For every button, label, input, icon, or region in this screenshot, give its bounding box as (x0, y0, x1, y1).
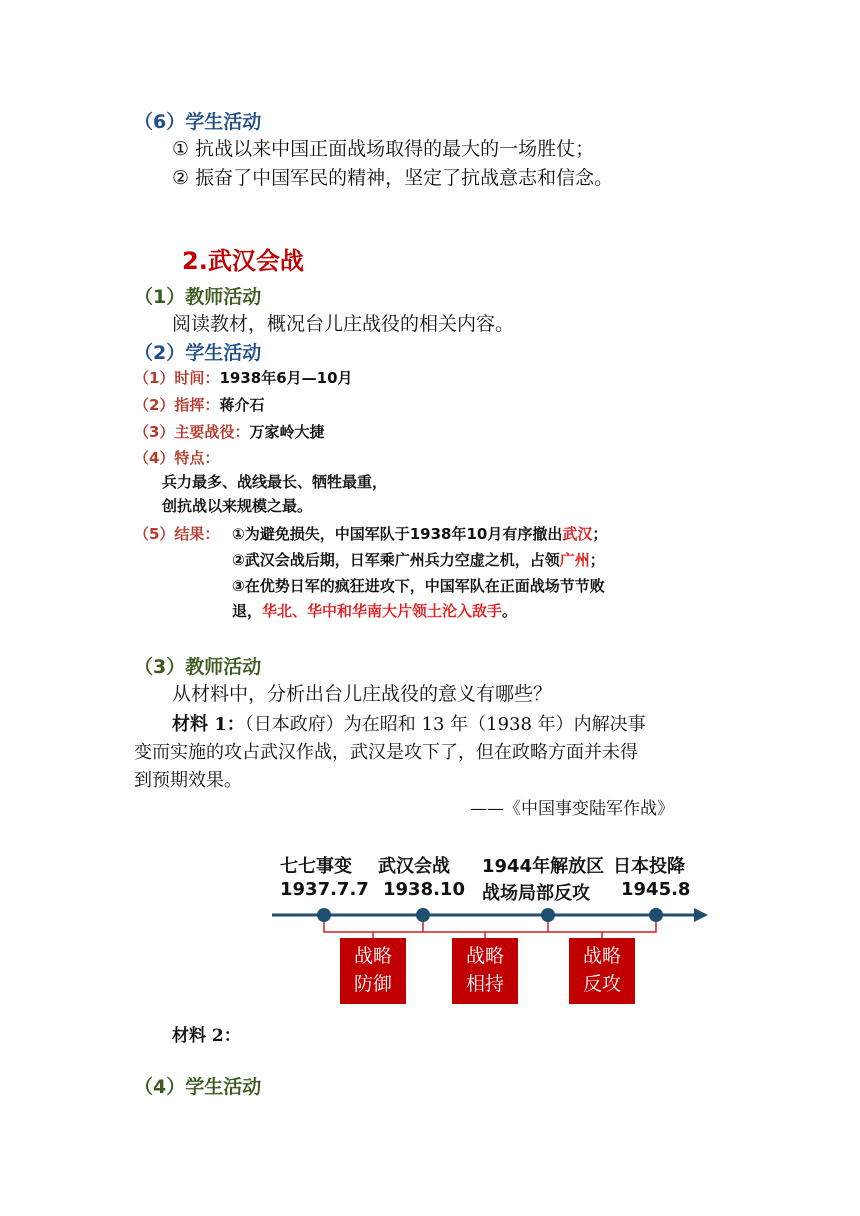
result-label: （5）结果： (134, 525, 220, 543)
command-value: 蒋介石 (219, 396, 265, 414)
list-item: ① 抗战以来中国正面战场取得的最大的一场胜仗； (172, 138, 595, 160)
battle-row (134, 421, 324, 442)
section-heading-student-activity-6: （6）学生活动 (134, 111, 262, 133)
heading-student-activity-4: （4）学生活动 (134, 1076, 262, 1098)
result-line-3: ③在优势日军的疯狂进攻下，中国军队在正面战场节节败 (232, 577, 605, 595)
teacher-question: 从材料中，分析出台儿庄战役的意义有哪些？ (172, 683, 553, 705)
phase-label: 反攻 (582, 973, 621, 995)
material-1-line (172, 710, 646, 736)
heading-student-activity-2: （2）学生活动 (134, 342, 262, 364)
phase-box-strategic-stalemate (452, 938, 518, 1004)
result-text: ②武汉会战后期，日军乘广州兵力空虚之机，占领 (232, 551, 560, 569)
timeline-event-name: 七七事变 (280, 856, 352, 877)
command-row (134, 394, 264, 415)
result-highlight: 武汉 (562, 525, 593, 543)
section-title-wuhan-battle: 2.武汉会战 (182, 247, 304, 275)
phase-box-strategic-counteroffensive (569, 938, 635, 1004)
result-text: 。 (502, 602, 518, 620)
time-row (134, 367, 353, 388)
timeline-arrow-icon (694, 908, 708, 922)
timeline-dot (649, 908, 663, 922)
result-text: 退， (232, 602, 263, 620)
battle-value: 万家岭大捷 (249, 423, 325, 441)
time-value: 1938年6月—10月 (219, 369, 353, 387)
timeline-event-date: 1945.8 (621, 879, 691, 900)
timeline-event-date: 战场局部反攻 (482, 883, 590, 904)
heading-teacher-activity-3: （3）教师活动 (134, 656, 262, 678)
material-2-label: 材料 2： (172, 1026, 241, 1046)
timeline-event-date: 1937.7.7 (280, 879, 369, 900)
phase-label: 防御 (353, 973, 392, 995)
timeline-event-date: 1938.10 (383, 879, 465, 900)
result-line-4 (232, 600, 517, 621)
material-1-line: 变而实施的攻占武汉作战，武汉是攻下了，但在政略方面并未得 (134, 742, 638, 763)
timeline-event-name: 武汉会战 (378, 856, 450, 877)
timeline-bracket (324, 922, 656, 932)
list-item: ② 振奋了中国军民的精神，坚定了抗战意志和信念。 (172, 167, 614, 189)
phase-label: 战略 (582, 945, 621, 967)
timeline-dot (541, 908, 555, 922)
phase-box-strategic-defense (340, 938, 406, 1004)
command-label: （2）指挥： (134, 396, 220, 414)
material-1-line: 到预期效果。 (134, 770, 242, 791)
feature-label: （4）特点： (134, 449, 220, 467)
result-highlight: 广州 (559, 551, 590, 569)
heading-teacher-activity-1: （1）教师活动 (134, 286, 262, 308)
phase-label: 战略 (465, 945, 504, 967)
feature-line: 兵力最多、战线最长、牺牲最重， (162, 473, 388, 491)
result-text: ； (592, 525, 608, 543)
timeline-event-name: 1944年解放区 (482, 856, 605, 877)
timeline-dot (416, 908, 430, 922)
phase-label: 相持 (465, 973, 504, 995)
result-text: ； (589, 551, 605, 569)
result-highlight: 华北、华中和华南大片领土沦入敌手 (262, 602, 503, 620)
phase-label: 战略 (353, 945, 392, 967)
time-label: （1）时间： (134, 369, 220, 387)
battle-label: （3）主要战役： (134, 423, 250, 441)
result-line-2 (232, 549, 605, 570)
material-text: （日本政府）为在昭和 13 年（1938 年）内解决事 (244, 714, 646, 735)
result-line-1 (232, 523, 607, 544)
feature-line: 创抗战以来规模之最。 (162, 497, 313, 515)
material-1-label: 材料 1： (172, 714, 245, 735)
teacher-instruction: 阅读教材，概况台儿庄战役的相关内容。 (172, 313, 515, 335)
material-source: ——《中国事变陆军作战》 (470, 799, 674, 819)
timeline-event-name: 日本投降 (613, 856, 685, 877)
result-text: ①为避免损失，中国军队于1938年10月有序撤出 (232, 525, 563, 543)
timeline-dot (317, 908, 331, 922)
